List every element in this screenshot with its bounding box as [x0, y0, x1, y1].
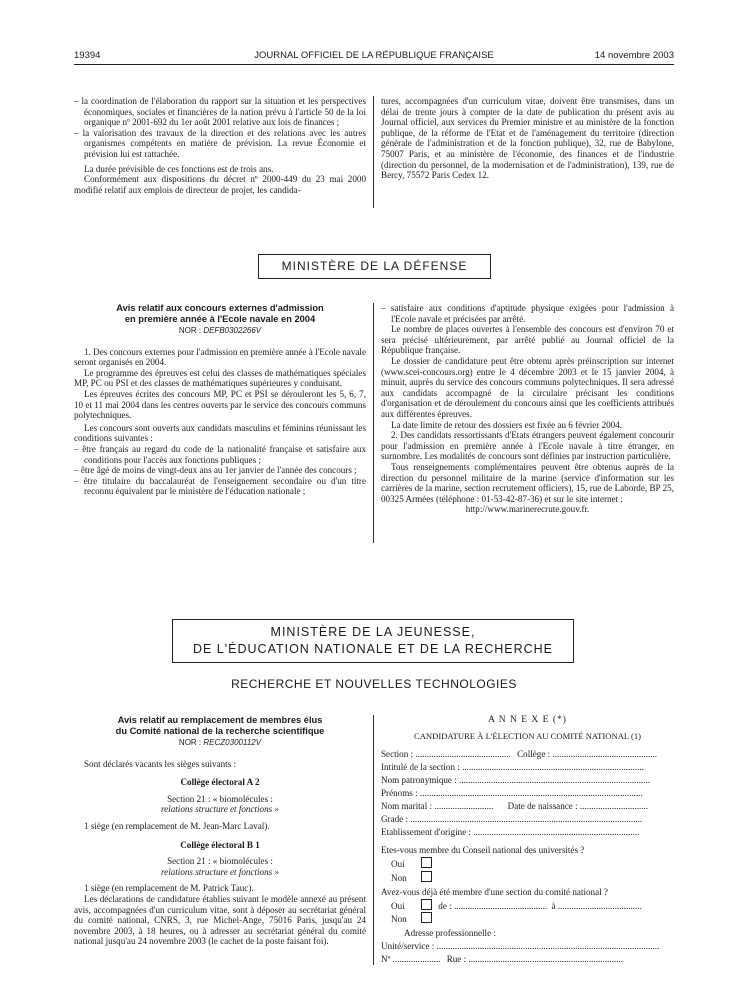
college-title: Collège électoral A 2: [180, 777, 260, 788]
adresse-label: Adresse professionnelle :: [404, 928, 496, 938]
paragraph: 1. Des concours externes pour l'admission en première année à l'Ecole navale seront organisés en 2004.: [74, 346, 366, 368]
comite-non-option[interactable]: Non: [391, 912, 432, 925]
defense-right-column: [381, 303, 674, 515]
section-heading: RECHERCHE ET NOUVELLES TECHNOLOGIES: [231, 677, 517, 691]
list-item: – être âgé de moins de vingt-deux ans au 1er janvier de l'année des concours ;: [74, 465, 357, 476]
college-title: Collège électoral B 1: [180, 839, 260, 850]
top-right-column: [381, 96, 674, 181]
paragraph: La date limite de retour des dossiers est fixée au 6 février 2004.: [391, 419, 623, 430]
recherche-left-column: [74, 715, 366, 947]
paragraph: Le dossier de candidature peut être obtenu après préinscription sur internet (www.scei-concours.org) entre le 4 décembre 2003 et le 15 janvier 2004, à minuit, auprès du service des concours communs polytechniques. Il sera adressé aux candidats accompagné de la circulaire précisant les conditions d'organisation et de déroulement du concours ainsi que les coefficients attribués aux différentes épreuves.: [381, 355, 674, 419]
top-left-column: [74, 96, 366, 195]
form-row-marital: Nom marital : .......................... Date de naissance : ..............................: [381, 801, 649, 811]
paragraph: tures, accompagnées d'un curriculum vitae, doivent être transmises, dans un délai de trente jours à compter de la date de publication du présent avis au Journal officiel, aux services du Premier ministre et au ministère de la fonction publique, de la réforme de l'Etat et de l'aménagement du territoire (direction générale de l'administration et de la fonction publique), 32, rue de Babylone, 75007 Paris, et au ministère de l'économie, des finances et de l'industrie (direction du personnel, de la modernisation et de l'administration), 139, rue de Bercy, 75572 Paris Cedex 12.: [381, 96, 674, 181]
paragraph: Conformément aux dispositions du décret nº 2000-449 du 23 mai 2000 modifié relatif aux emplois de directeur de projet, les candida-: [74, 174, 366, 195]
avis-title: Avis relatif aux concours externes d'admission: [116, 303, 324, 313]
ministry-defense-heading: MINISTÈRE DE LA DÉFENSE: [258, 254, 491, 279]
question-cnu: Etes-vous membre du Conseil national des universités ?: [381, 845, 585, 855]
section-line: Section 21 : « biomolécules :: [167, 793, 273, 804]
list-item: – être titulaire du baccalauréat de l'enseignement secondaire ou d'un titre reconnu équivalent par le ministère de l'éducation nationale ;: [74, 475, 366, 497]
header-date: 14 novembre 2003: [594, 50, 674, 61]
checkbox[interactable]: [421, 857, 432, 868]
comite-oui-option[interactable]: Oui de : ......................................... à .....................................: [391, 901, 642, 911]
section-line: relations structure et fonctions »: [160, 866, 280, 877]
list-item: – la coordination de l'élaboration du rapport sur la situation et les perspectives économiques, sociales et financières de la nation prévu à l'article 50 de la loi organique nº 2001-692 du 1er août 2001 relative aux lois de finances ;: [74, 96, 366, 128]
checkbox[interactable]: [421, 871, 432, 882]
header-rule: [74, 64, 674, 65]
annexe-subtitle: CANDIDATURE À L'ÉLECTION AU COMITÉ NATIONAL (1): [413, 731, 642, 741]
nor-reference: NOR : RECZ0300112V: [178, 738, 262, 747]
form-row-intitule: Intitulé de la section : ................................................................................: [381, 762, 644, 772]
form-row-rue: Nº ..................... Rue : ....................................................................: [381, 954, 624, 964]
paragraph: 1 siège (en remplacement de M. Patrick Tauc).: [84, 883, 254, 894]
column-divider: [373, 303, 374, 543]
form-row-prenoms: Prénoms : ..................................................................................................: [381, 788, 643, 798]
column-divider: [373, 715, 374, 965]
question-comite: Avez-vous déjà été membre d'une section du comité national ?: [381, 887, 608, 897]
form-row-unite: Unité/service : ..................................................................................................: [381, 941, 660, 951]
cnu-non-option[interactable]: Non: [391, 871, 432, 884]
journal-title: JOURNAL OFFICIEL DE LA RÉPUBLIQUE FRANÇAISE: [254, 50, 494, 61]
paragraph: 2. Des candidats ressortissants d'Etats étrangers peuvent également concourir pour l'admission en première année à l'Ecole navale à titre étranger, en surnombre. Les modalités de concours sont définies par instruction particulière.: [381, 430, 674, 462]
paragraph: Le nombre de places ouvertes à l'ensemble des concours est d'environ 70 et sera précisé ultérieurement, par arrêté publié au Journal officiel de la République française.: [381, 324, 674, 356]
avis-title: en première année à l'Ecole navale en 2004: [124, 313, 316, 324]
annexe-title: A N N E X E (*): [488, 715, 567, 725]
avis-title: Avis relatif au remplacement de membres élus: [117, 715, 323, 725]
column-divider: [373, 96, 374, 208]
avis-title: du Comité national de la recherche scientifique: [115, 725, 325, 736]
url-link[interactable]: http://www.marinerecrute.gouv.fr.: [465, 504, 590, 515]
list-item: – être français au regard du code de la nationalité française et satisfaire aux conditions pour l'accès aux fonctions publiques ;: [74, 443, 366, 465]
checkbox[interactable]: [421, 912, 432, 923]
page-number: 19394: [74, 50, 101, 61]
defense-left-column: [74, 303, 366, 497]
list-item: – la valorisation des travaux de la direction et des relations avec les autres organismes compétents en matière de prévision. La revue Économie et prévision lui est rattachée.: [74, 127, 366, 159]
checkbox[interactable]: [421, 899, 432, 910]
paragraph: Tous renseignements complémentaires peuvent être obtenus auprès de la direction du personnel militaire de la marine (service d'information sur les carrières de la marine, section recrutement officiers), 15, rue de Laborde, BP 25, 00325 Armées (téléphone : 01-53-42-87-36) et sur le site internet :: [381, 461, 674, 504]
paragraph: Sont déclarés vacants les sièges suivants :: [84, 758, 237, 769]
nor-reference: NOR : DEFB0302266V: [178, 326, 262, 335]
paragraph: La durée prévisible de ces fonctions est de trois ans.: [84, 163, 274, 174]
list-item: – satisfaire aux conditions d'aptitude physique exigées pour l'admission à l'Ecole navale et précisées par arrêté.: [381, 303, 674, 324]
cnu-oui-option[interactable]: Oui: [391, 857, 432, 870]
section-line: Section 21 : « biomolécules :: [167, 856, 273, 867]
paragraph: Les concours sont ouverts aux candidats masculins et féminins réunissant les conditions suivantes :: [74, 422, 366, 444]
form-row-etablissement: Etablissement d'origine : .........................................................................: [381, 827, 640, 837]
paragraph: Le programme des épreuves est celui des classes de mathématiques spéciales MP, PC ou PSI et des classes de mathématiques supérieures y conduisant.: [74, 367, 366, 389]
form-row-grade: Grade : ......................................................................................................: [381, 814, 643, 824]
ministry-jeunesse-heading: MINISTÈRE DE LA JEUNESSE, DE L'ÉDUCATION NATIONALE ET DE LA RECHERCHE: [172, 619, 574, 663]
form-row-nom: Nom patronymique : ....................................................................................: [381, 775, 651, 785]
section-line: relations structure et fonctions »: [160, 804, 280, 815]
paragraph: 1 siège (en remplacement de M. Jean-Marc Laval).: [84, 820, 270, 831]
form-row-section: Section : .......................................... Collège : ..............................................: [381, 749, 658, 759]
paragraph: Les épreuves écrites des concours MP, PC et PSI se dérouleront les 5, 6, 7, 10 et 11 mai 2004 dans les centres ouverts par le service des concours communs polytechniques.: [74, 388, 366, 421]
paragraph: Les déclarations de candidature établies suivant le modèle annexé au présent avis, accompagnées d'un curriculum vitae, sont à déposer au secrétariat général du comité national, CNRS, 3, rue Michel-Ange, 75016 Paris, jusqu'au 24 novembre 2003, à 18 heures, ou à adresser au secrétariat général du comité national jusqu'au 24 novembre 2003 (le cachet de la poste faisant foi).: [74, 893, 366, 947]
